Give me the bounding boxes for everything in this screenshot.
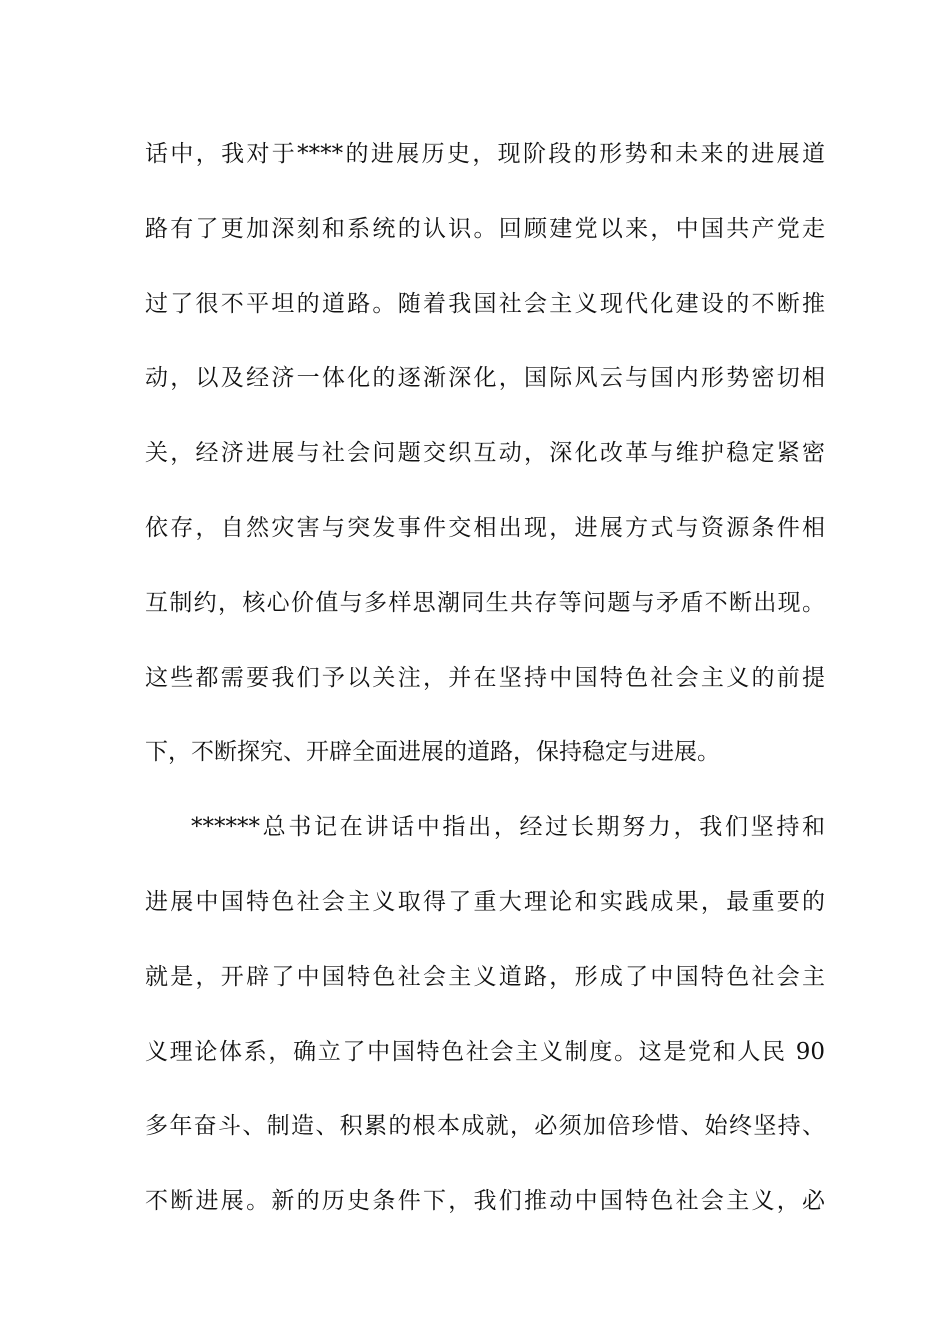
body-text <box>145 128 825 1250</box>
paragraph-start-line: ******总书记在讲话中指出，经过长期努力，我们坚持和 <box>191 814 825 841</box>
text-line: 义理论体系，确立了中国特色社会主义制度。这是党和人民 90 <box>145 1038 825 1065</box>
text-line: 路有了更加深刻和系统的认识。回顾建党以来，中国共产党走 <box>145 215 825 242</box>
text-line: 过了很不平坦的道路。随着我国社会主义现代化建设的不断推 <box>145 290 825 317</box>
text-line: 关，经济进展与社会问题交织互动，深化改革与维护稳定紧密 <box>145 440 825 467</box>
text-line: 依存，自然灾害与突发事件交相出现，进展方式与资源条件相 <box>145 514 825 541</box>
text-line: 就是，开辟了中国特色社会主义道路，形成了中国特色社会主 <box>145 963 825 990</box>
text-line: 不断进展。新的历史条件下，我们推动中国特色社会主义，必 <box>145 1188 825 1215</box>
text-line: 多年奋斗、制造、积累的根本成就，必须加倍珍惜、始终坚持、 <box>145 1113 825 1140</box>
text-line: 互制约，核心价值与多样思潮同生共存等问题与矛盾不断出现。 <box>145 589 825 616</box>
text-line: 动，以及经济一体化的逐渐深化，国际风云与国内形势密切相 <box>145 365 825 392</box>
paragraph-end-line: 下，不断探究、开辟全面进展的道路，保持稳定与进展。 <box>145 739 720 766</box>
text-line: 这些都需要我们予以关注，并在坚持中国特色社会主义的前提 <box>145 664 825 691</box>
text-line: 话中，我对于****的进展历史，现阶段的形势和未来的进展道 <box>145 141 825 167</box>
text-line: 进展中国特色社会主义取得了重大理论和实践成果，最重要的 <box>145 888 825 915</box>
